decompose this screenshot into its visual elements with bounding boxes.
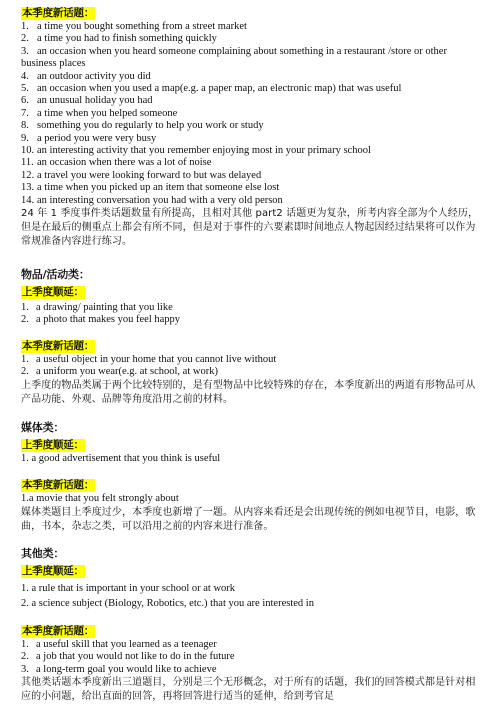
- list-text: a period you were very busy: [37, 132, 157, 144]
- list-number: 1.: [21, 21, 29, 32]
- list-item: 1.a movie that you felt strongly about: [21, 493, 179, 505]
- list-item: 1. a good advertisement that you think is useful: [21, 453, 221, 464]
- list-text: an occasion when you heard someone complaining about something in a restaurant /store or other business places: [21, 45, 447, 70]
- list-number: 12.: [21, 169, 35, 181]
- list-text: a photo that makes you feel happy: [36, 314, 181, 326]
- list-number: 3.: [21, 45, 29, 57]
- media-new-heading: 本季度新话题：: [22, 479, 95, 492]
- other-note: 其他类话题本季度新出三道题目，分别是三个无形概念，对于所有的话题，我们的回答模式都是针对相应的小问题，给出直面的回答，再将回答进行适当的延伸，给到考官足: [21, 677, 476, 703]
- list-item: 2. a science subject (Biology, Robotics, etc.) that you are interested in: [21, 598, 314, 609]
- list-item: [21, 95, 479, 107]
- list-text: a useful skill that you learned as a teenager: [36, 639, 217, 650]
- items-section: [21, 268, 479, 407]
- list-text: a drawing/ painting that you like: [36, 302, 173, 313]
- items-note: 上季度的物品类属于两个比较特别的，是有型物品中比较特殊的存在，本季度新出的两道有形物品可从产品功能、外观、品牌等角度沿用之前的材料。: [21, 379, 476, 405]
- list-item: [21, 182, 479, 194]
- list-item: 1. a rule that is important in your school or at work: [21, 583, 236, 594]
- list-item: [21, 120, 479, 132]
- events-topic-list: [21, 21, 479, 207]
- list-text: a job that you would not like to do in the future: [36, 651, 235, 663]
- list-number: 2.: [21, 366, 29, 378]
- list-item: [21, 366, 479, 378]
- list-text: a time you bought something from a street market: [37, 21, 247, 32]
- list-text: an unusual holiday you had: [37, 95, 153, 107]
- items-carry-list: [21, 302, 479, 327]
- list-text: a long-term goal you would like to achieve: [36, 663, 217, 675]
- media-section: [21, 421, 479, 534]
- list-number: 6.: [21, 95, 29, 107]
- list-item: [21, 71, 479, 83]
- list-text: an occasion when you used a map(e.g. a paper map, an electronic map) that was useful: [37, 83, 402, 95]
- list-number: 8.: [21, 120, 29, 132]
- list-number: 1.: [21, 639, 29, 650]
- items-carry-heading: 上季度顺延：: [22, 286, 84, 298]
- list-item: [21, 195, 479, 207]
- list-item: [21, 302, 479, 314]
- events-new-section: [21, 3, 479, 249]
- other-new-heading: 本季度新话题：: [22, 625, 95, 637]
- list-text: a travel you were looking forward to but was delayed: [37, 169, 262, 181]
- list-text: something you do regularly to help you work or study: [37, 120, 264, 132]
- list-item: [21, 145, 479, 157]
- list-item: [21, 46, 479, 71]
- list-number: 4.: [21, 70, 29, 82]
- media-category-title: 媒体类：: [21, 421, 65, 434]
- list-item: [21, 33, 479, 45]
- list-number: 3.: [21, 663, 29, 675]
- events-new-heading: 本季度新话题：: [22, 7, 95, 19]
- media-note: 媒体类题目上季度过少，本季度也新增了一题。从内容来看还是会出现传统的例如电视节目，电影，歌曲，书本，杂志之类，可以沿用之前的内容来进行准备。: [21, 506, 476, 532]
- list-item: [21, 354, 479, 366]
- items-new-heading: 本季度新话题：: [22, 339, 95, 352]
- list-item: [21, 21, 479, 33]
- list-number: 5.: [21, 83, 29, 95]
- media-carry-heading: 上季度顺延：: [22, 439, 84, 451]
- list-number: 2.: [21, 33, 29, 45]
- list-number: 14.: [21, 194, 35, 206]
- list-item: [21, 108, 479, 120]
- other-new-list: [21, 639, 479, 676]
- list-number: 9.: [21, 132, 29, 144]
- other-category-title: 其他类：: [21, 547, 65, 560]
- list-text: an interesting activity that you remember enjoying most in your primary school: [37, 145, 371, 157]
- list-text: an occasion when there was a lot of noise: [37, 157, 212, 169]
- list-number: 1.: [21, 302, 29, 313]
- list-text: a useful object in your home that you cannot live without: [36, 353, 277, 365]
- list-item: [21, 651, 479, 663]
- list-number: 13.: [21, 182, 35, 194]
- list-number: 2.: [21, 314, 29, 326]
- list-text: a uniform you wear(e.g. at school, at work): [36, 366, 218, 378]
- list-item: [21, 157, 479, 169]
- items-category-title: 物品/活动类：: [21, 268, 90, 281]
- list-item: [21, 83, 479, 95]
- list-text: a time you had to finish something quickly: [37, 33, 217, 45]
- list-text: an outdoor activity you did: [37, 70, 151, 82]
- list-item: [21, 170, 479, 182]
- other-carry-heading: 上季度顺延：: [22, 565, 84, 577]
- items-new-list: [21, 354, 479, 379]
- list-number: 2.: [21, 651, 29, 663]
- other-section: [21, 547, 479, 704]
- list-item: [21, 639, 479, 651]
- list-number: 7.: [21, 107, 29, 119]
- list-number: 10.: [21, 145, 35, 157]
- list-item: [21, 314, 479, 326]
- list-text: a time when you picked up an item that someone else lost: [37, 182, 280, 194]
- events-note: 24 年 1 季度事件类话题数量有所提高，且相对其他 part2 话题更为复杂，所考内容全部为个人经历，但是在最后的侧重点上都会有所不同，但是对于事件的六要素即时间地点人物起因经过结果将可以作为常规准备内容进行练习。: [21, 208, 479, 248]
- list-text: a time when you helped someone: [37, 107, 178, 119]
- list-text: an interesting conversation you had with a very old person: [37, 194, 283, 206]
- list-number: 11.: [21, 157, 34, 169]
- list-item: [21, 133, 479, 145]
- list-item: [21, 664, 479, 676]
- list-number: 1.: [21, 353, 29, 365]
